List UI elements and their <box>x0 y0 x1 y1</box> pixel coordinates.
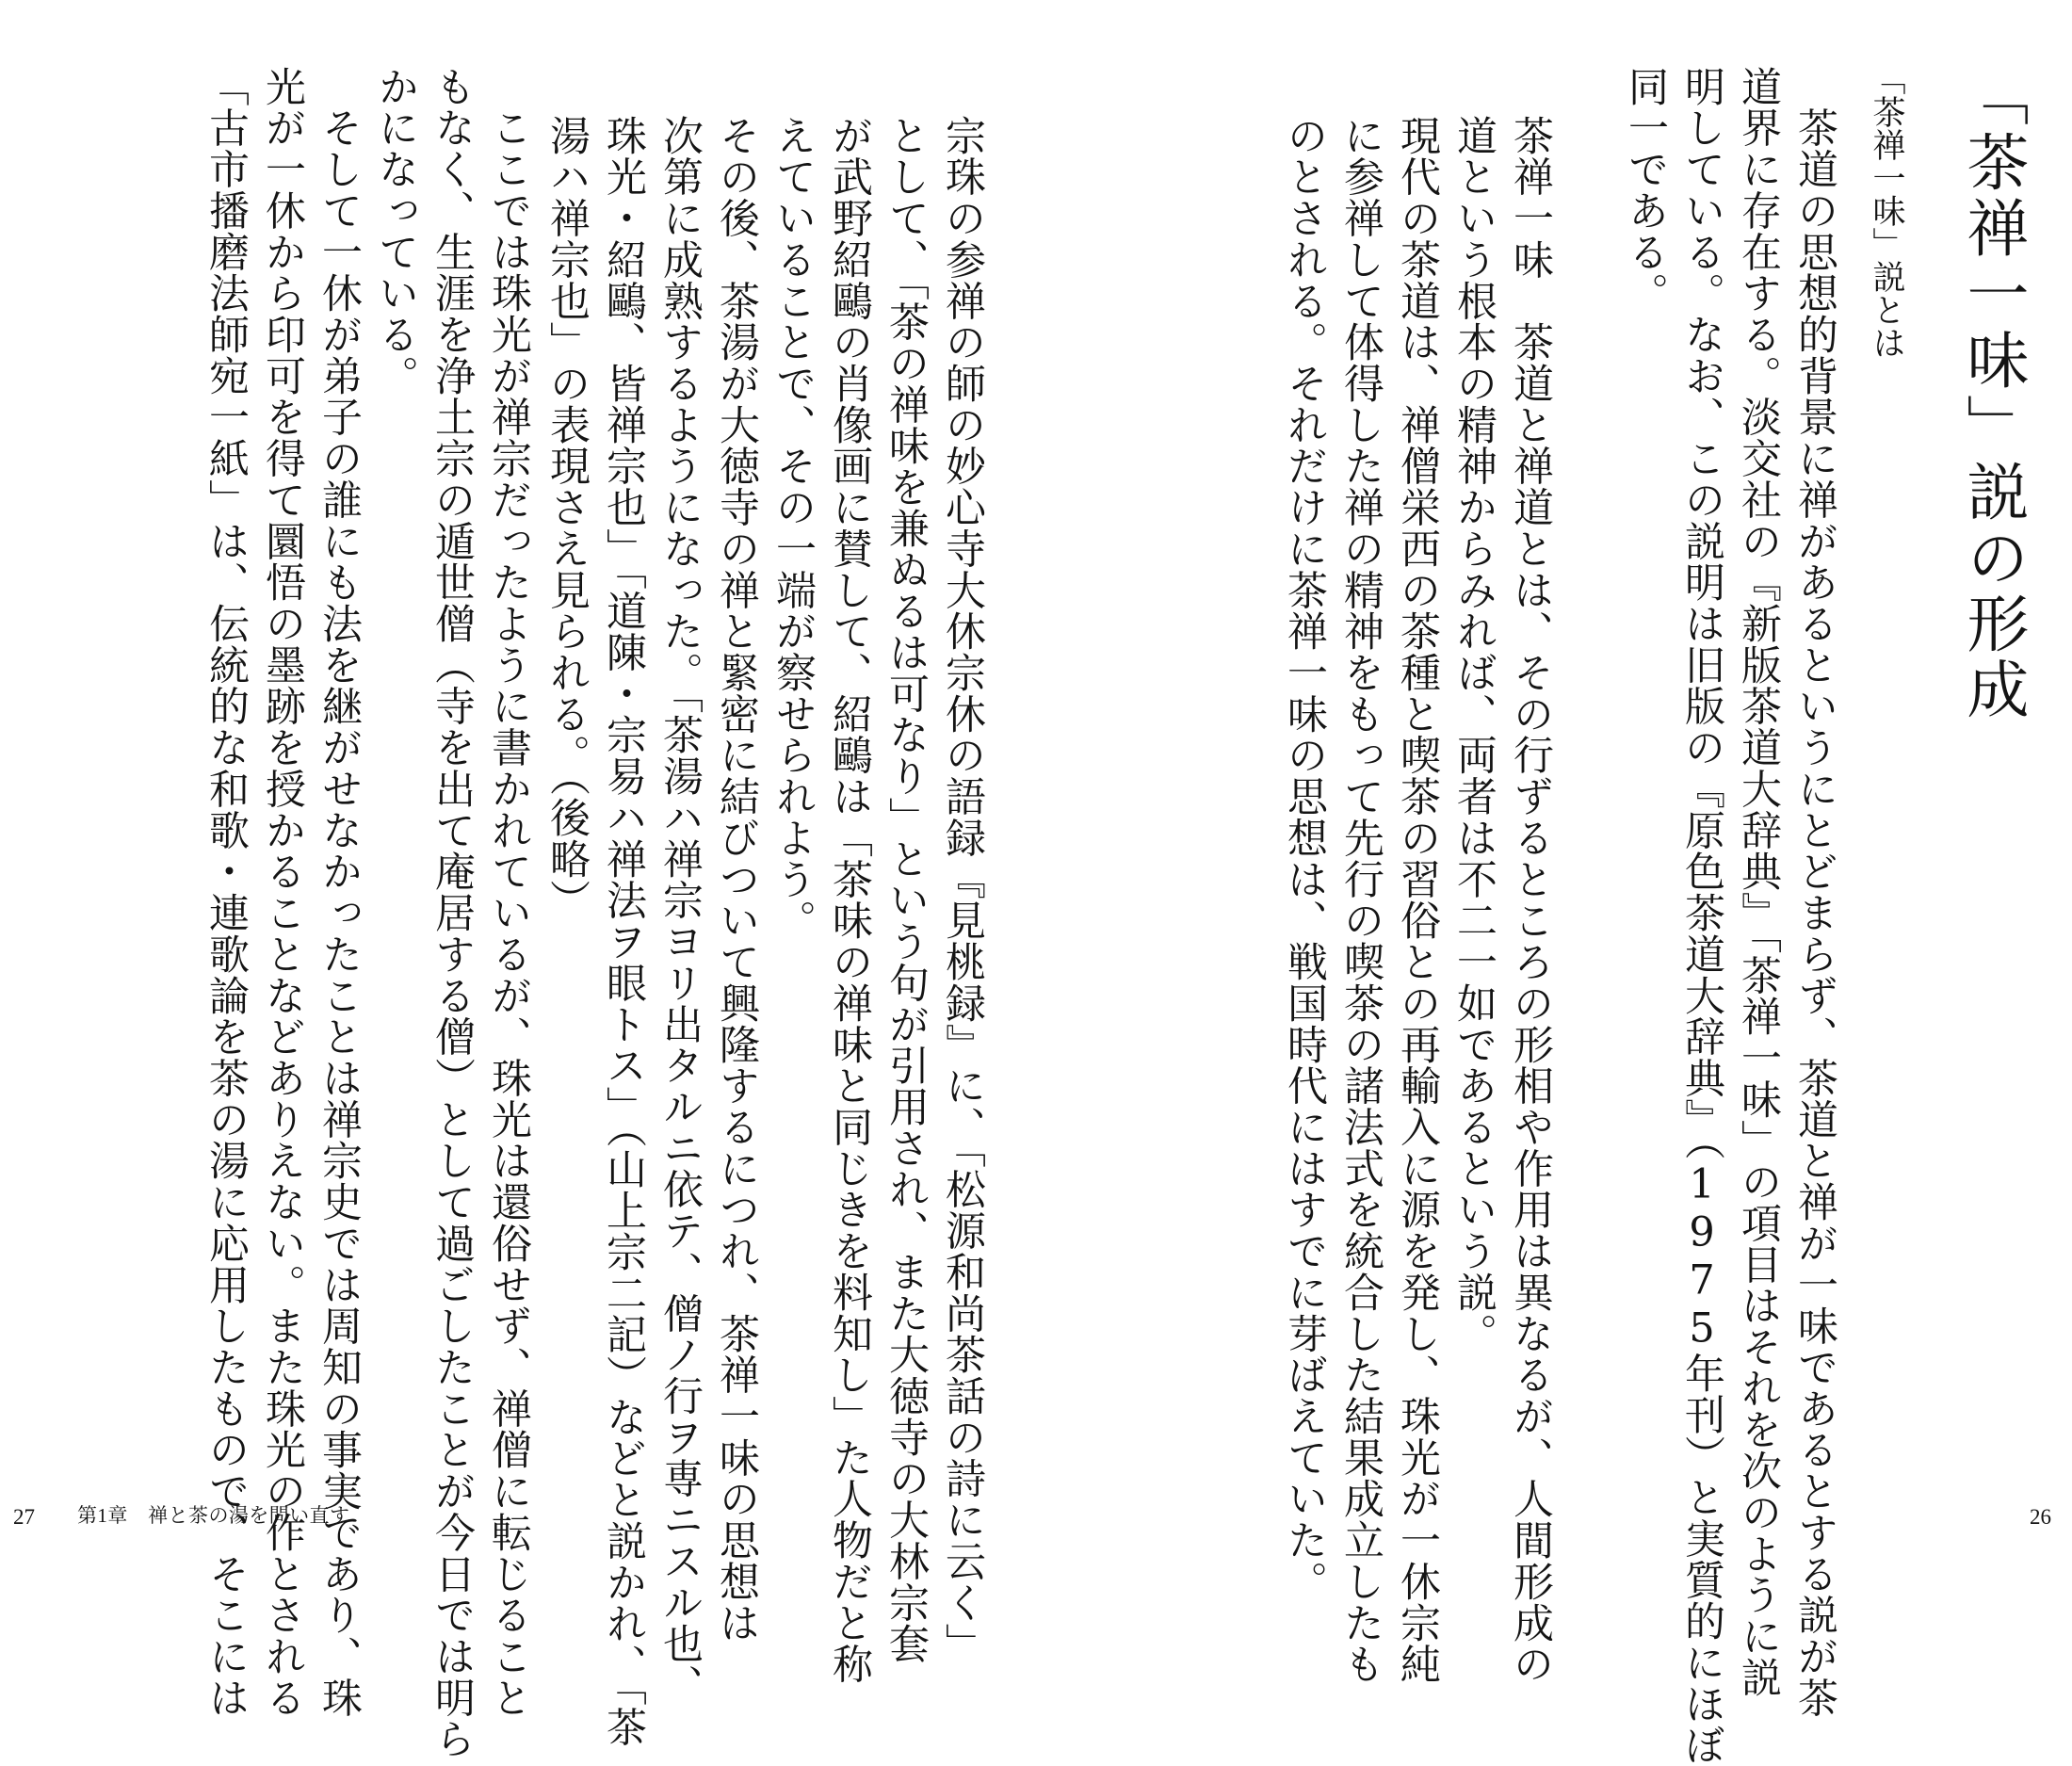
quoted-text-line: 宗珠の参禅の師の妙心寺大休宗休の語録『見桃録』に、「松源和尚茶話の詩に云く」 <box>939 115 986 1665</box>
chapter-section-title: 「茶禅一味」説の形成 <box>1956 64 2029 723</box>
quoted-text-line: 湯ハ禅宗也」の表現さえ見られる。（後略） <box>543 115 591 921</box>
quoted-text-line: 現代の茶道は、禅僧栄西の茶種と喫茶の習俗との再輸入に源を発し、珠光が一休宗純 <box>1394 115 1441 1685</box>
quoted-text-line: のとされる。それだけに茶禅一味の思想は、戦国時代にはすでに芽ばえていた。 <box>1281 115 1328 1602</box>
quoted-text-line: として、「茶の禅味を兼ぬるは可なり」という句が引用され、また大徳寺の大林宗套 <box>882 115 930 1665</box>
text-line: かになっている。 <box>372 66 419 397</box>
text-line: 茶道の思想的背景に禅があるというにとどまらず、茶道と禅が一味であるとする説が茶 <box>1791 66 1838 1719</box>
text-line: 「古市播磨法師宛一紙」は、伝統的な和歌・連歌論を茶の湯に応用したもので、そこには <box>202 66 250 1719</box>
text-line: 光が一休から印可を得て圜悟の墨跡を授かることなどありえない。また珠光の作とされる <box>259 66 306 1719</box>
left-page <box>0 0 1036 1760</box>
text-line: もなく、生涯を浄土宗の遁世僧（寺を出て庵居する僧）として過ごしたことが今日では明ら <box>429 66 476 1760</box>
page-number: 27 <box>13 1505 35 1529</box>
right-page <box>1036 0 2072 1766</box>
quoted-text-line: が武野紹鷗の肖像画に賛して、紹鷗は「茶味の禅味と同じきを料知し」た人物だと称 <box>826 115 873 1685</box>
quoted-text-line: えていることで、その一端が察せられよう。 <box>769 115 817 942</box>
page-number: 26 <box>2030 1505 2051 1529</box>
subheading: 「茶禅一味」説とは <box>1868 62 1905 359</box>
text-line: 明している。なお、この説明は旧版の『原色茶道大辞典』（1975年刊）と実質的にほぼ <box>1678 66 1725 1766</box>
quoted-text-line: その後、茶湯が大徳寺の禅と緊密に結びついて興隆するにつれ、茶禅一味の思想は <box>713 115 760 1644</box>
text-line: 同一である。 <box>1622 66 1669 315</box>
quoted-text-line: 次第に成熟するようになった。「茶湯ハ禅宗ヨリ出タルニ依テ、僧ノ行ヲ専ニスル也、 <box>656 115 704 1707</box>
text-line: 道界に存在する。淡交社の『新版茶道大辞典』「茶禅一味」の項目はそれを次のように説 <box>1735 66 1782 1698</box>
text-line: ここでは珠光が禅宗だったように書かれているが、珠光は還俗せず、禅僧に転じること <box>485 66 532 1719</box>
quoted-text-line: 道という根本の精神からみれば、両者は不二一如であるという説。 <box>1450 115 1497 1354</box>
text-line: そして一休が弟子の誰にも法を継がせなかったことは禅宗史では周知の事実であり、珠 <box>316 66 363 1719</box>
running-head: 第1章 禅と茶の湯を問い直す <box>77 1504 350 1527</box>
quoted-text-line: に参禅して体得した禅の精神をもって先行の喫茶の諸法式を統合した結果成立したも <box>1337 115 1384 1685</box>
quoted-text-line: 茶禅一味 茶道と禅道とは、その行ずるところの形相や作用は異なるが、人間形成の <box>1507 115 1554 1685</box>
quoted-text-line: 珠光・紹鷗、皆禅宗也」「道陳・宗易ハ禅法ヲ眼トス」（山上宗二記）などと説かれ、「茶 <box>600 115 647 1748</box>
